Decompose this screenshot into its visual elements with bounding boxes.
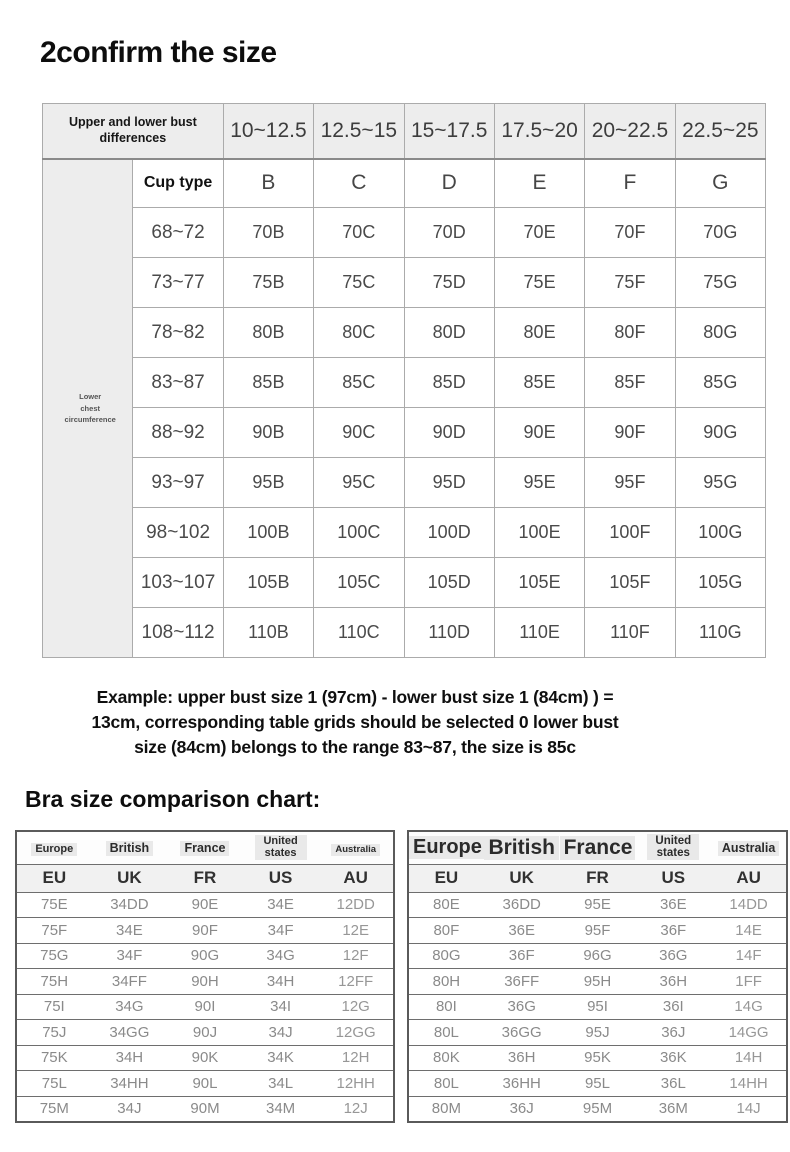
diff-header-cell: 15~17.5 [404,104,494,159]
size-value-cell: 70E [494,208,584,258]
comparison-size-cell: 36J [484,1096,560,1122]
country-header-label: United states [255,835,307,860]
comparison-size-cell: 14HH [711,1071,787,1097]
size-value-cell: 110D [404,608,494,658]
comparison-chart-title: Bra size comparison chart: [25,786,321,812]
comparison-size-cell: 34H [243,969,319,995]
comparison-size-cell: 34DD [92,892,168,918]
comparison-size-cell: 34F [243,918,319,944]
size-chart-section [42,103,766,658]
diff-header-cell: 17.5~20 [494,104,584,159]
size-value-cell: 75B [223,258,313,308]
cup-type-row [43,159,766,208]
size-table-row [43,458,766,508]
comparison-size-cell: 75I [16,994,92,1020]
size-table-row [43,208,766,258]
comparison-size-cell: 1FF [711,969,787,995]
country-code-row [16,864,394,892]
comparison-row [16,969,394,995]
size-table-row [43,308,766,358]
comparison-row [408,892,787,918]
comparison-row [16,994,394,1020]
size-value-cell: 100E [494,508,584,558]
comparison-size-cell: 34G [243,943,319,969]
comparison-table-left [15,830,395,1123]
country-header-cell [560,831,636,864]
size-value-cell: 110B [223,608,313,658]
comparison-size-cell: 36F [484,943,560,969]
size-value-cell: 80D [404,308,494,358]
comparison-size-cell: 75L [16,1071,92,1097]
comparison-size-cell: 34H [92,1045,168,1071]
comparison-row [408,1071,787,1097]
country-header-label: United states [647,834,699,860]
size-table [42,103,766,658]
size-value-cell: 100D [404,508,494,558]
comparison-size-cell: 14J [711,1096,787,1122]
comparison-size-cell: 34J [92,1096,168,1122]
lower-bust-range-cell: 68~72 [133,208,223,258]
comparison-size-cell: 14GG [711,1020,787,1046]
comparison-size-cell: 12HH [318,1071,394,1097]
comparison-row [16,1020,394,1046]
comparison-row [408,969,787,995]
comparison-size-cell: 90F [167,918,243,944]
comparison-size-cell: 12E [318,918,394,944]
example-line-1: Example: upper bust size 1 (97cm) - lower bust size 1 (84cm) ) = [96,687,614,707]
comparison-row [408,1045,787,1071]
comparison-size-cell: 95H [560,969,636,995]
comparison-size-cell: 90G [167,943,243,969]
comparison-size-cell: 80F [408,918,484,944]
comparison-size-cell: 75F [16,918,92,944]
size-value-cell: 90C [314,408,404,458]
side-label-line: chest [80,403,100,413]
size-table-header-row [43,104,766,159]
size-value-cell: 90F [585,408,675,458]
bust-difference-header-cell: Upper and lower bust differences [43,104,224,159]
size-value-cell: 90G [675,408,765,458]
comparison-size-cell: 90E [167,892,243,918]
comparison-size-cell: 80I [408,994,484,1020]
comparison-size-cell: 14H [711,1045,787,1071]
comparison-size-cell: 14E [711,918,787,944]
comparison-size-cell: 75G [16,943,92,969]
comparison-size-cell: 12FF [318,969,394,995]
size-value-cell: 70D [404,208,494,258]
comparison-size-cell: 95M [560,1096,636,1122]
comparison-size-cell: 75M [16,1096,92,1122]
cup-type-label-cell: Cup type [133,159,223,208]
country-header-label: Europe [31,843,77,857]
comparison-size-cell: 75E [16,892,92,918]
size-value-cell: 95D [404,458,494,508]
size-value-cell: 95E [494,458,584,508]
country-header-cell [318,831,394,864]
comparison-size-cell: 36H [484,1045,560,1071]
cup-type-cell: C [314,159,404,208]
comparison-size-cell: 14DD [711,892,787,918]
country-header-cell [167,831,243,864]
comparison-size-cell: 90K [167,1045,243,1071]
comparison-size-cell: 36L [635,1071,711,1097]
comparison-size-cell: 34M [243,1096,319,1122]
comparison-size-cell: 36HH [484,1071,560,1097]
lower-bust-range-cell: 78~82 [133,308,223,358]
size-value-cell: 80F [585,308,675,358]
comparison-size-cell: 95L [560,1071,636,1097]
comparison-size-cell: 90L [167,1071,243,1097]
country-header-row [16,831,394,864]
size-value-cell: 105B [223,558,313,608]
size-value-cell: 85F [585,358,675,408]
comparison-size-cell: 34F [92,943,168,969]
size-value-cell: 105C [314,558,404,608]
size-value-cell: 80C [314,308,404,358]
comparison-size-cell: 14F [711,943,787,969]
lower-bust-range-cell: 98~102 [133,508,223,558]
country-code-cell: UK [92,864,168,892]
size-value-cell: 85G [675,358,765,408]
comparison-size-cell: 34K [243,1045,319,1071]
comparison-size-cell: 36GG [484,1020,560,1046]
comparison-size-cell: 36E [484,918,560,944]
size-value-cell: 95B [223,458,313,508]
size-value-cell: 95G [675,458,765,508]
comparison-size-cell: 34J [243,1020,319,1046]
comparison-size-cell: 95I [560,994,636,1020]
country-header-label: British [106,841,154,856]
size-value-cell: 90D [404,408,494,458]
lower-bust-range-cell: 88~92 [133,408,223,458]
size-value-cell: 95C [314,458,404,508]
comparison-row [16,1071,394,1097]
comparison-size-cell: 80M [408,1096,484,1122]
page-title: 2confirm the size [40,36,277,69]
country-header-label: Australia [331,844,380,856]
country-header-label: Europe [409,836,484,859]
comparison-size-cell: 95K [560,1045,636,1071]
country-header-label: France [180,841,229,856]
comparison-size-cell: 75K [16,1045,92,1071]
comparison-size-cell: 12GG [318,1020,394,1046]
country-code-cell: US [635,864,711,892]
country-code-cell: UK [484,864,560,892]
size-value-cell: 105F [585,558,675,608]
lower-bust-range-cell: 73~77 [133,258,223,308]
size-table-row [43,558,766,608]
country-code-row [408,864,787,892]
country-code-cell: FR [167,864,243,892]
size-value-cell: 90E [494,408,584,458]
size-value-cell: 75C [314,258,404,308]
example-text [30,685,680,760]
lower-bust-range-cell: 108~112 [133,608,223,658]
comparison-size-cell: 75H [16,969,92,995]
comparison-size-cell: 12G [318,994,394,1020]
comparison-row [408,1020,787,1046]
size-value-cell: 110F [585,608,675,658]
comparison-row [408,994,787,1020]
comparison-size-cell: 36F [635,918,711,944]
size-value-cell: 110C [314,608,404,658]
comparison-size-cell: 36G [484,994,560,1020]
comparison-size-cell: 34L [243,1071,319,1097]
comparison-size-cell: 95J [560,1020,636,1046]
country-header-row [408,831,787,864]
comparison-size-cell: 12DD [318,892,394,918]
country-header-cell [92,831,168,864]
diff-header-cell: 20~22.5 [585,104,675,159]
comparison-size-cell: 34E [92,918,168,944]
size-value-cell: 105E [494,558,584,608]
cup-type-cell: G [675,159,765,208]
comparison-size-cell: 12F [318,943,394,969]
size-value-cell: 110G [675,608,765,658]
country-header-cell [711,831,787,864]
comparison-size-cell: 80G [408,943,484,969]
size-value-cell: 70B [223,208,313,258]
comparison-table-right [407,830,788,1123]
comparison-size-cell: 36FF [484,969,560,995]
country-code-cell: AU [318,864,394,892]
example-line-2: 13cm, corresponding table grids should be selected 0 lower bust [91,712,619,732]
side-label-line: circumference [64,414,116,424]
comparison-size-cell: 96G [560,943,636,969]
size-value-cell: 80E [494,308,584,358]
country-code-cell: US [243,864,319,892]
comparison-size-cell: 36DD [484,892,560,918]
comparison-row [16,892,394,918]
side-label-line: Lower [79,392,102,402]
comparison-size-cell: 34E [243,892,319,918]
comparison-row [16,1045,394,1071]
comparison-size-cell: 36G [635,943,711,969]
comparison-size-cell: 36M [635,1096,711,1122]
diff-header-cell: 22.5~25 [675,104,765,159]
size-table-row [43,408,766,458]
comparison-size-cell: 90J [167,1020,243,1046]
comparison-size-cell: 36K [635,1045,711,1071]
comparison-size-cell: 80K [408,1045,484,1071]
lower-bust-range-cell: 103~107 [133,558,223,608]
comparison-size-cell: 34G [92,994,168,1020]
size-value-cell: 75G [675,258,765,308]
size-value-cell: 100G [675,508,765,558]
diff-header-cell: 10~12.5 [223,104,313,159]
comparison-size-cell: 14G [711,994,787,1020]
lower-bust-range-cell: 93~97 [133,458,223,508]
comparison-size-cell: 80H [408,969,484,995]
size-table-row [43,508,766,558]
size-value-cell: 75D [404,258,494,308]
size-value-cell: 80B [223,308,313,358]
comparison-size-cell: 90I [167,994,243,1020]
country-header-cell [484,831,560,864]
cup-type-cell: D [404,159,494,208]
comparison-row [16,943,394,969]
comparison-row [408,943,787,969]
side-label-cell [43,159,133,658]
country-header-cell [16,831,92,864]
size-table-row [43,258,766,308]
size-value-cell: 85B [223,358,313,408]
size-value-cell: 85E [494,358,584,408]
comparison-size-cell: 34FF [92,969,168,995]
country-header-cell [635,831,711,864]
size-table-row [43,358,766,408]
size-value-cell: 75E [494,258,584,308]
size-value-cell: 80G [675,308,765,358]
comparison-size-cell: 80L [408,1071,484,1097]
comparison-size-cell: 95F [560,918,636,944]
country-header-cell [243,831,319,864]
size-value-cell: 105G [675,558,765,608]
size-value-cell: 85C [314,358,404,408]
example-line-3: size (84cm) belongs to the range 83~87, the size is 85c [134,737,576,757]
cup-type-cell: E [494,159,584,208]
country-header-cell [408,831,484,864]
country-header-label: British [484,836,559,860]
country-code-cell: FR [560,864,636,892]
country-code-cell: EU [408,864,484,892]
size-value-cell: 100C [314,508,404,558]
cup-type-cell: B [223,159,313,208]
size-value-cell: 105D [404,558,494,608]
comparison-size-cell: 34I [243,994,319,1020]
size-value-cell: 95F [585,458,675,508]
comparison-size-cell: 36J [635,1020,711,1046]
country-header-label: France [560,836,636,860]
comparison-size-cell: 36E [635,892,711,918]
comparison-size-cell: 80E [408,892,484,918]
comparison-size-cell: 34HH [92,1071,168,1097]
size-value-cell: 70F [585,208,675,258]
size-value-cell: 70G [675,208,765,258]
size-value-cell: 110E [494,608,584,658]
country-header-label: Australia [718,841,780,856]
comparison-size-cell: 12H [318,1045,394,1071]
comparison-size-cell: 95E [560,892,636,918]
comparison-size-cell: 80L [408,1020,484,1046]
comparison-row [408,918,787,944]
comparison-row [16,1096,394,1122]
comparison-row [408,1096,787,1122]
size-value-cell: 70C [314,208,404,258]
comparison-size-cell: 75J [16,1020,92,1046]
size-value-cell: 100F [585,508,675,558]
comparison-size-cell: 36I [635,994,711,1020]
comparison-size-cell: 90M [167,1096,243,1122]
size-table-row [43,608,766,658]
comparison-row [16,918,394,944]
diff-header-cell: 12.5~15 [314,104,404,159]
comparison-size-cell: 12J [318,1096,394,1122]
size-value-cell: 90B [223,408,313,458]
country-code-cell: AU [711,864,787,892]
country-code-cell: EU [16,864,92,892]
lower-bust-range-cell: 83~87 [133,358,223,408]
comparison-size-cell: 36H [635,969,711,995]
comparison-size-cell: 90H [167,969,243,995]
size-value-cell: 85D [404,358,494,408]
size-value-cell: 100B [223,508,313,558]
comparison-table-left-section [15,830,395,1123]
comparison-size-cell: 34GG [92,1020,168,1046]
cup-type-cell: F [585,159,675,208]
size-value-cell: 75F [585,258,675,308]
comparison-table-right-section [407,830,788,1123]
